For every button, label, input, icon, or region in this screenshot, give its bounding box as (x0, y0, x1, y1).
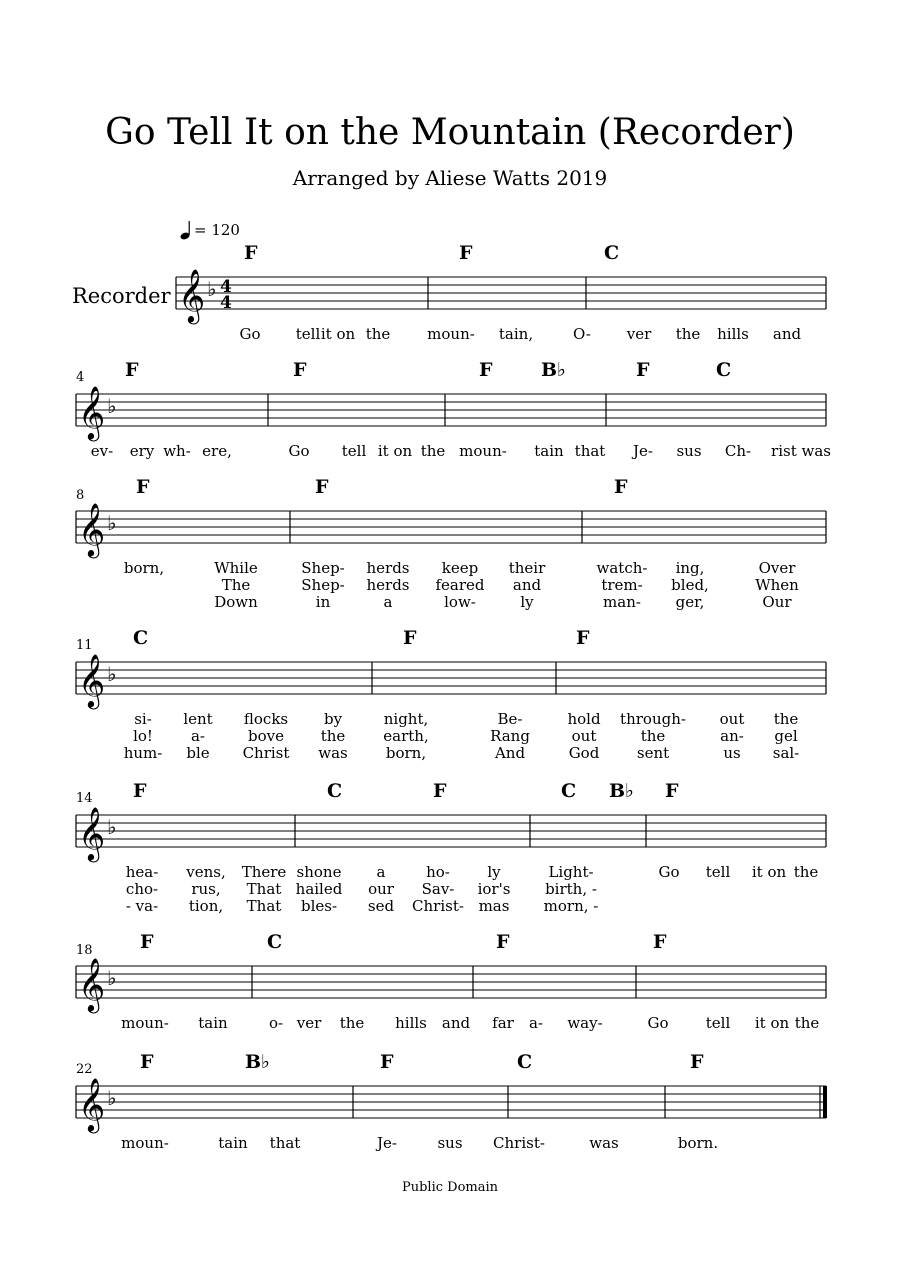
chord-symbol: C (604, 242, 620, 264)
staff-system (76, 653, 826, 709)
lyric-syllable: in (315, 593, 331, 611)
lyric-syllable: the (365, 325, 391, 343)
lyric-syllable: a- (528, 1014, 544, 1032)
lyric-syllable: was (318, 744, 348, 762)
staff-system (76, 1077, 827, 1133)
chord-symbol: F (380, 1051, 394, 1073)
lyric-syllable: hea- (125, 863, 159, 881)
key-signature-flat-icon: ♭ (107, 511, 117, 535)
lyric-syllable: that (269, 1134, 301, 1152)
lyric-syllable: the (640, 727, 666, 745)
lyric-syllable: ing, (675, 559, 705, 577)
lyric-syllable: Be- (497, 710, 523, 728)
chord-symbol: B♭ (609, 780, 635, 802)
lyric-syllable: Christ (242, 744, 290, 762)
lyric-syllable: sal- (772, 744, 800, 762)
key-signature-flat-icon: ♭ (207, 277, 217, 301)
page-title: Go Tell It on the Mountain (Recorder) (105, 112, 795, 153)
lyric-syllable: tain, (498, 325, 534, 343)
lyric-syllable: keep (441, 559, 479, 577)
lyric-syllable: ho- (426, 863, 450, 881)
staff-system (76, 502, 826, 558)
lyric-syllable: Go (647, 1014, 669, 1032)
lyric-syllable: Je- (633, 442, 653, 460)
final-barline-thick (823, 1086, 827, 1118)
chord-symbol: F (479, 359, 493, 381)
lyric-syllable: hills (395, 1014, 427, 1032)
key-signature-flat-icon: ♭ (107, 966, 117, 990)
lyric-syllable: it on (377, 442, 413, 460)
lyric-syllable: an- (720, 727, 744, 745)
lyric-syllable: their (508, 559, 546, 577)
measure-number: 4 (76, 370, 85, 385)
lyric-syllable: O- (573, 325, 591, 343)
treble-clef-icon: 𝄞 (78, 653, 106, 707)
lyric-syllable: cho- (125, 880, 159, 898)
lyric-syllable: Go (658, 863, 680, 881)
lyric-syllable: and (772, 325, 802, 343)
chord-symbol: F (690, 1051, 704, 1073)
chord-symbol: F (403, 627, 417, 649)
lyric-syllable: tell (295, 325, 321, 343)
lyric-syllable: tain (218, 1134, 248, 1152)
chord-symbol: F (136, 476, 150, 498)
lyric-syllable: ver (626, 325, 652, 343)
lyric-syllable: wh- (163, 442, 191, 460)
lyric-syllable: Our (762, 593, 792, 611)
chord-symbol: F (125, 359, 139, 381)
lyric-syllable: was (589, 1134, 619, 1152)
lyric-syllable: the (794, 1014, 820, 1032)
lyric-syllable: moun- (121, 1014, 169, 1032)
key-signature-flat-icon: ♭ (107, 815, 117, 839)
lyric-syllable: the (773, 710, 799, 728)
chord-symbol: C (267, 931, 283, 953)
chord-symbol: F (653, 931, 667, 953)
lyric-syllable: o- (268, 1014, 284, 1032)
time-signature-denominator: 4 (220, 293, 232, 313)
lyric-syllable: God (568, 744, 600, 762)
lyric-syllable: a (383, 593, 393, 611)
lyric-syllable: moun- (459, 442, 507, 460)
chord-symbol: C (716, 359, 732, 381)
tempo-value: = 120 (194, 221, 240, 239)
chord-symbol: C (517, 1051, 533, 1073)
treble-clef-icon: 𝄞 (78, 385, 106, 439)
key-signature-flat-icon: ♭ (107, 662, 117, 686)
lyric-syllable: a- (190, 727, 206, 745)
lyric-syllable: by (323, 710, 343, 728)
lyric-syllable: lent (183, 710, 213, 728)
chord-symbol: F (140, 931, 154, 953)
lyric-syllable: ery (129, 442, 155, 460)
lyric-syllable: born, (123, 559, 165, 577)
lyric-syllable: mas (478, 897, 510, 915)
lyric-syllable: man- (603, 593, 641, 611)
lyric-syllable: born, (385, 744, 427, 762)
lyric-syllable: way- (567, 1014, 603, 1032)
lyric-syllable: out (571, 727, 597, 745)
lyric-syllable: ior's (477, 880, 511, 898)
lyric-syllable: tell (705, 863, 731, 881)
lyric-syllable: low- (444, 593, 476, 611)
lyric-syllable: That (246, 880, 282, 898)
lyric-syllable: herds (366, 559, 410, 577)
lyric-syllable: Sav- (421, 880, 455, 898)
lyric-syllable: moun- (121, 1134, 169, 1152)
chord-symbol: F (636, 359, 650, 381)
lyric-syllable: Rang (490, 727, 530, 745)
lyric-syllable: rist was (771, 442, 831, 460)
lyric-syllable: Christ- (493, 1134, 545, 1152)
lyric-syllable: shone (296, 863, 342, 881)
chord-symbol: B♭ (245, 1051, 271, 1073)
treble-clef-icon: 𝄞 (178, 268, 206, 322)
lyric-syllable: herds (366, 576, 410, 594)
lyric-syllable: rus, (191, 880, 221, 898)
chord-symbol: F (576, 627, 590, 649)
lyric-syllable: Light- (548, 863, 594, 881)
lyric-syllable: born. (677, 1134, 719, 1152)
arranger-credit: Arranged by Aliese Watts 2019 (292, 166, 608, 190)
chord-symbol: F (315, 476, 329, 498)
lyric-syllable: night, (383, 710, 429, 728)
lyric-syllable: sus (437, 1134, 463, 1152)
treble-clef-icon: 𝄞 (78, 502, 106, 556)
chord-symbol: C (561, 780, 577, 802)
measure-number: 14 (76, 791, 93, 806)
chord-symbol: F (665, 780, 679, 802)
lyric-syllable: it on (751, 863, 787, 881)
lyric-syllable: lo! (133, 727, 153, 745)
lyric-syllable: it on (754, 1014, 790, 1032)
lyric-syllable: Shep- (301, 559, 345, 577)
measure-number: 22 (76, 1062, 93, 1077)
lyric-syllable: ev- (90, 442, 114, 460)
lyric-syllable: hum- (123, 744, 163, 762)
lyric-syllable: bles- (300, 897, 338, 915)
lyric-syllable: tell (341, 442, 367, 460)
lyric-syllable: The (221, 576, 251, 594)
lyric-syllable: hailed (295, 880, 343, 898)
chord-symbol: F (459, 242, 473, 264)
key-signature-flat-icon: ♭ (107, 1086, 117, 1110)
lyric-syllable: bled, (671, 576, 709, 594)
lyric-syllable: When (755, 576, 799, 594)
lyric-syllable: Go (239, 325, 261, 343)
lyric-syllable: Ch- (724, 442, 752, 460)
lyric-syllable: the (339, 1014, 365, 1032)
lyric-syllable: out (719, 710, 745, 728)
key-signature-flat-icon: ♭ (107, 394, 117, 418)
measure-number: 18 (76, 943, 93, 958)
lyric-syllable: tell (705, 1014, 731, 1032)
lyric-syllable: vens, (186, 863, 226, 881)
lyric-syllable: ble (186, 744, 210, 762)
staff-system (76, 806, 826, 862)
lyric-syllable: tain (534, 442, 564, 460)
chord-symbol: B♭ (541, 359, 567, 381)
lyric-syllable: sed (367, 897, 395, 915)
lyric-syllable: Go (288, 442, 310, 460)
lyric-syllable: flocks (243, 710, 289, 728)
lyric-syllable: While (214, 559, 258, 577)
chord-symbol: F (496, 931, 510, 953)
lyric-syllable: ere, (202, 442, 232, 460)
time-signature-numerator: 4 (220, 277, 232, 297)
lyric-syllable: hills (717, 325, 749, 343)
lyric-syllable: ver (296, 1014, 322, 1032)
lyric-syllable: moun- (427, 325, 475, 343)
lyric-syllable: That (246, 897, 282, 915)
lyric-syllable: tion, (188, 897, 224, 915)
lyric-syllable: bove (248, 727, 284, 745)
chord-symbol: C (327, 780, 343, 802)
lyric-syllable: and (441, 1014, 471, 1032)
chord-symbol: F (244, 242, 258, 264)
lyric-syllable: tain (198, 1014, 228, 1032)
lyric-syllable: ger, (675, 593, 705, 611)
staff-system (76, 385, 826, 441)
lyric-syllable: sent (636, 744, 670, 762)
lyric-syllable: Je- (377, 1134, 397, 1152)
lyric-syllable: Christ- (412, 897, 464, 915)
lyric-syllable: birth, - (545, 880, 597, 898)
chord-symbol: F (433, 780, 447, 802)
lyric-syllable: trem- (601, 576, 643, 594)
lyric-syllable: Shep- (301, 576, 345, 594)
lyric-syllable: and (512, 576, 542, 594)
chord-symbol: F (293, 359, 307, 381)
lyric-syllable: through- (620, 710, 686, 728)
lyric-syllable: the (320, 727, 346, 745)
staff-system (76, 957, 826, 1013)
lyric-syllable: - va- (125, 897, 159, 915)
chord-symbol: F (133, 780, 147, 802)
treble-clef-icon: 𝄞 (78, 1077, 106, 1131)
instrument-name: Recorder (72, 284, 171, 308)
chord-symbol: F (614, 476, 628, 498)
lyric-syllable: gel (774, 727, 798, 745)
lyric-syllable: watch- (596, 559, 648, 577)
lyric-syllable: hold (567, 710, 601, 728)
lyric-syllable: Over (758, 559, 796, 577)
lyric-syllable: us (723, 744, 741, 762)
treble-clef-icon: 𝄞 (78, 957, 106, 1011)
measure-number: 11 (76, 638, 93, 653)
lyric-syllable: feared (435, 576, 485, 594)
lyric-syllable: far (492, 1014, 514, 1032)
lyric-syllable: that (574, 442, 606, 460)
lyric-syllable: our (368, 880, 394, 898)
lyric-syllable: a (376, 863, 386, 881)
chord-symbol: F (140, 1051, 154, 1073)
lyric-syllable: morn, - (543, 897, 599, 915)
lyric-syllable: si- (134, 710, 152, 728)
treble-clef-icon: 𝄞 (78, 806, 106, 860)
lyric-syllable: ly (487, 863, 501, 881)
copyright-footer: Public Domain (401, 1180, 499, 1195)
lyric-syllable: the (675, 325, 701, 343)
lyric-syllable: it on (320, 325, 356, 343)
lyric-syllable: And (494, 744, 526, 762)
chord-symbol: C (133, 627, 149, 649)
lyric-syllable: the (793, 863, 819, 881)
staff-system (176, 268, 826, 324)
lyric-syllable: Down (214, 593, 258, 611)
lyric-syllable: earth, (383, 727, 429, 745)
measure-number: 8 (76, 488, 85, 503)
lyric-syllable: ly (520, 593, 534, 611)
lyric-syllable: There (241, 863, 287, 881)
lyric-syllable: sus (676, 442, 702, 460)
lyric-syllable: the (420, 442, 446, 460)
